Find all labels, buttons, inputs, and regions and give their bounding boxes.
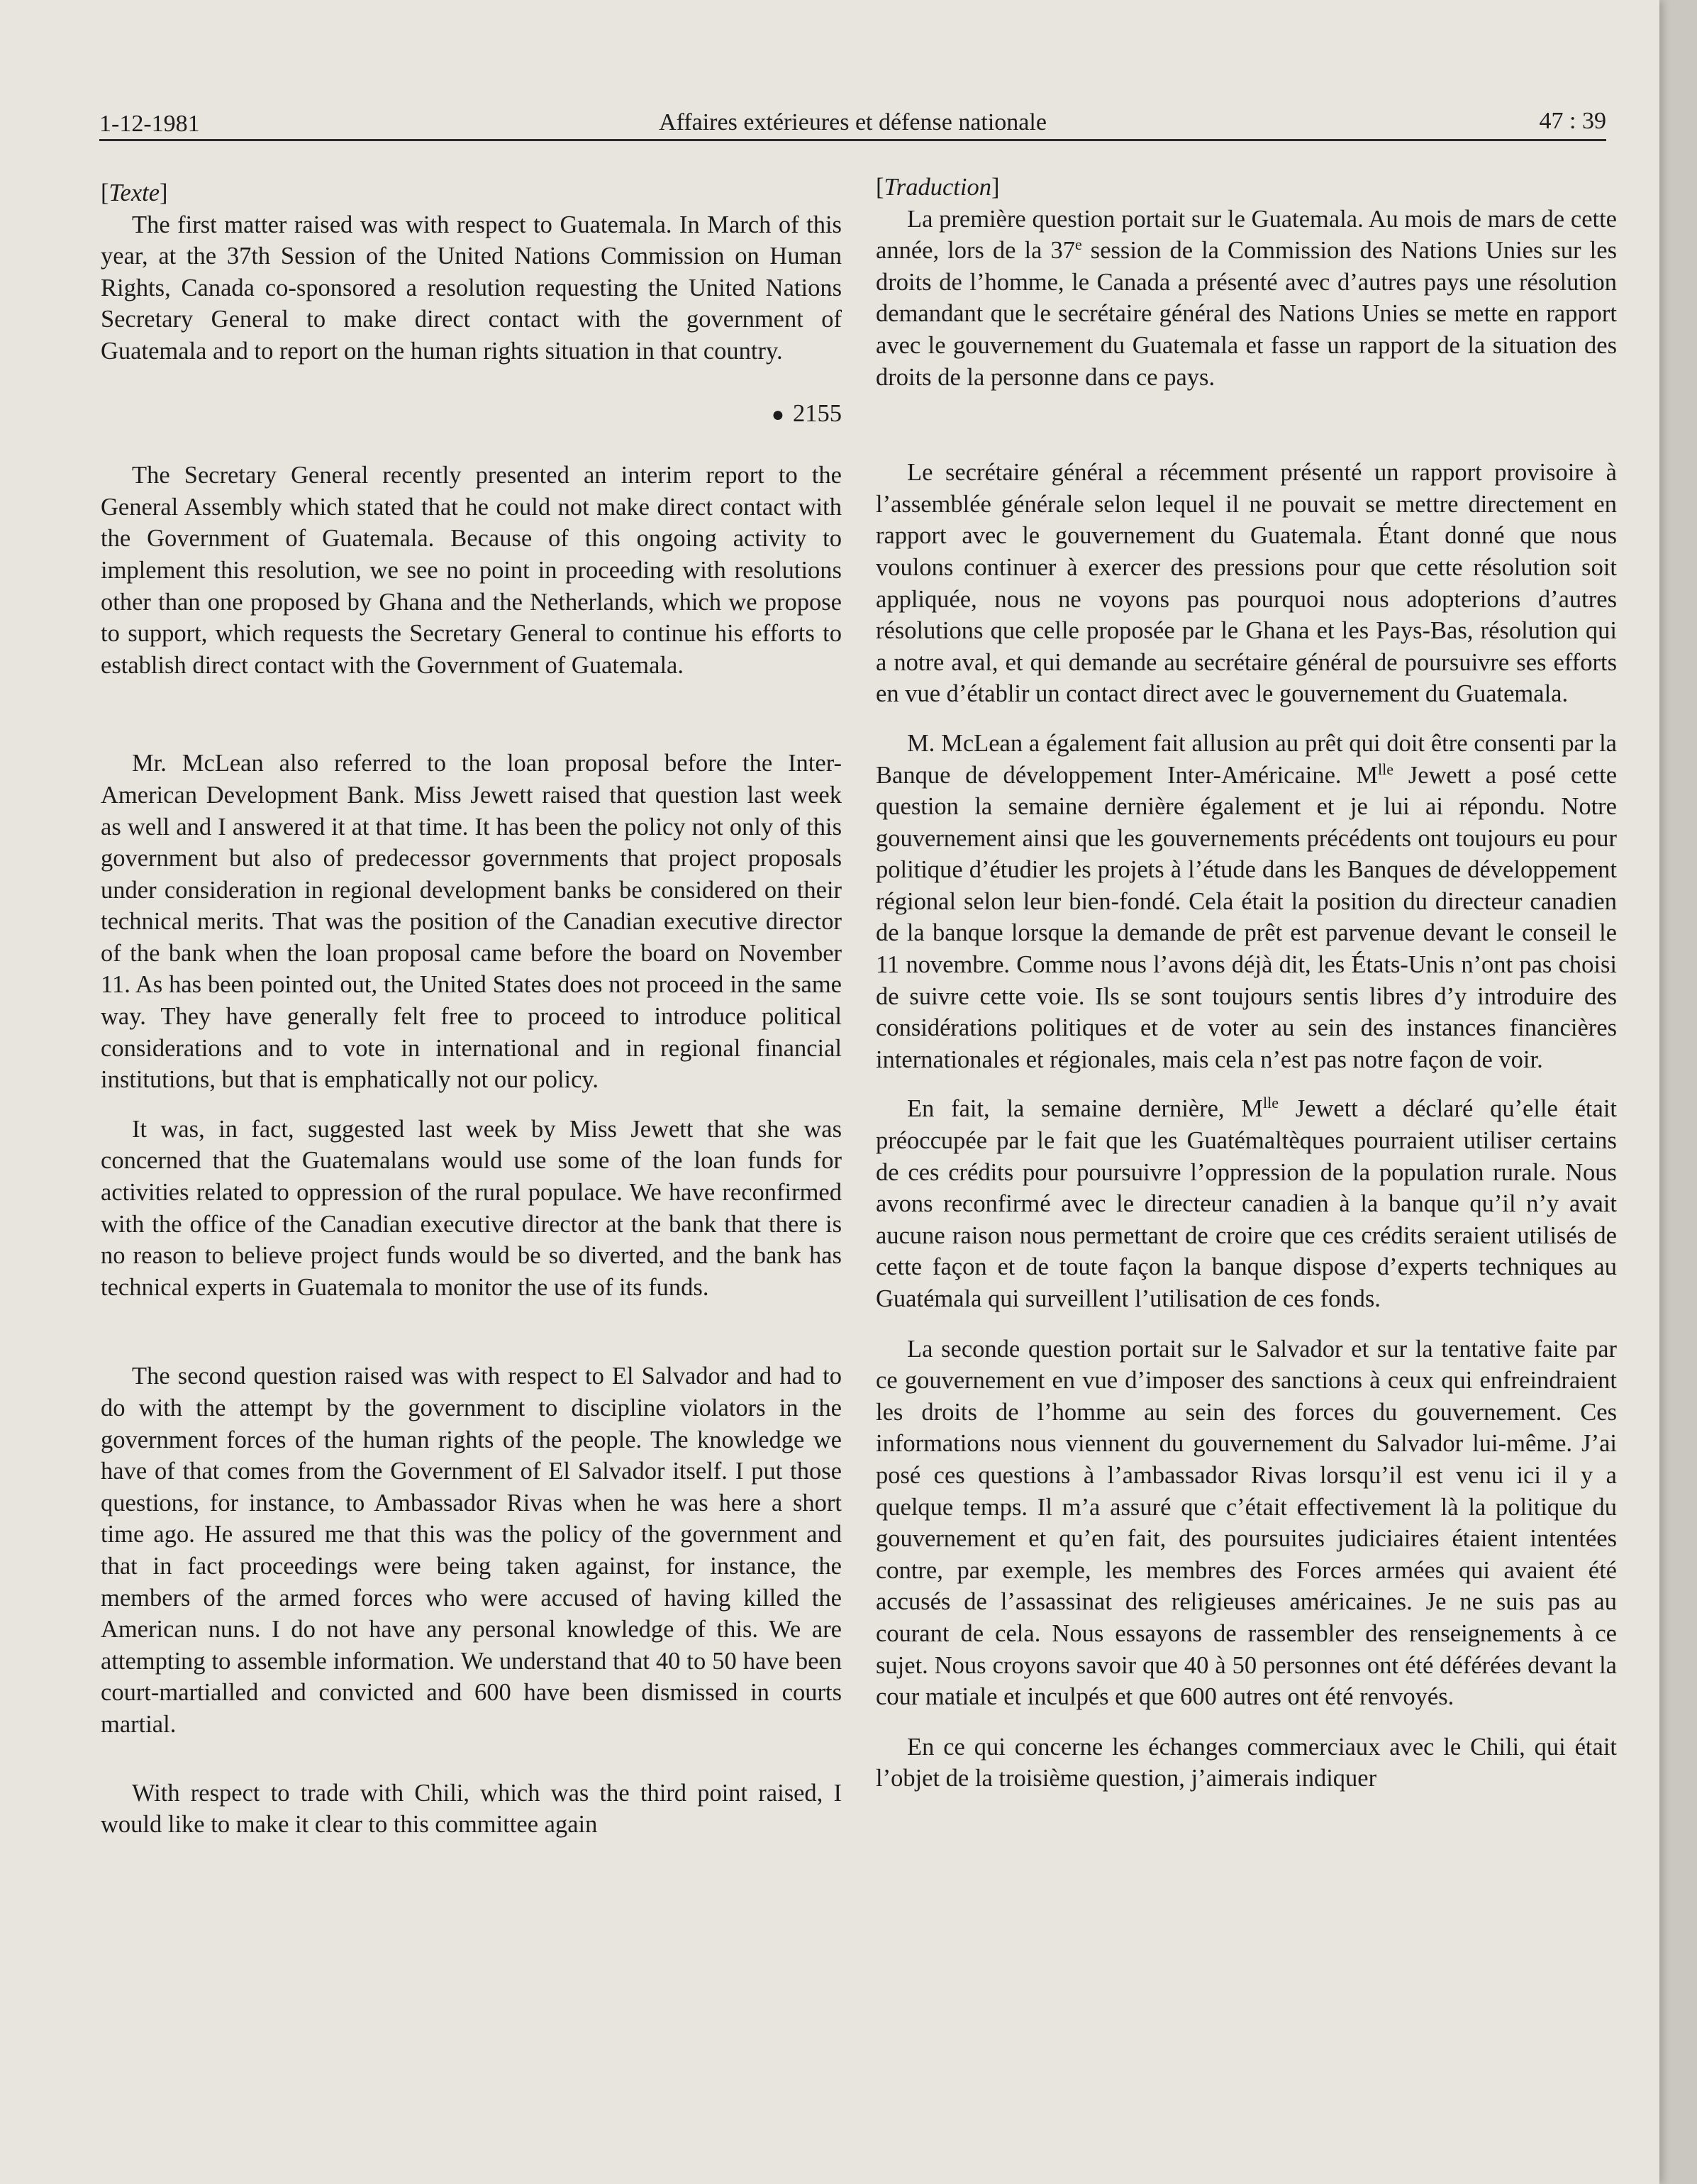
english-paragraph-2: The Secretary General recently presented an interim report to the General Assembly which stated that he could not make direct contact with the Government of Guatemala. Because of this ongoing activity to implement this resolution, we see no point in proceeding with resolutions other than one proposed by Ghana and the Netherlands, which we propose to support, which requests the Secretary General to continue his efforts to establish direct contact with the Government of Guatemala.	[101, 462, 842, 679]
french-paragraph-3: M. McLean a également fait allusion au prêt qui doit être consenti par la Banque de développement Inter-Américaine. $M^{lle}$ Jewett a posé cette question la semaine dernière également et je lui ai répondu. Notre gouvernement ainsi que les gouvernements précédents ont toujours eu pour politique d’étudier les projets à l’étude dans les Banques de développement régional selon leur bien-fondé. Cela était la position du directeur canadien de la banque lorsque la demande de prêt est parvenue devant le conseil le 11 novembre. Comme nous l’avons déjà dit, les États-Unis n’ont pas choisi de suivre cette voie. Ils se sont toujours sentis libres d’y introduire des considérations politiques et de voter au sein des instances financières internationales et régionales, mais cela n’est pas notre façon de voir.	[876, 729, 1618, 1073]
english-paragraph-5: The second question raised was with respect to El Salvador and had to do with the attempt by the government to discipline violators in the government forces of the human rights of the people. The knowledge we have of that comes from the Government of El Salvador itself. I put those questions, for instance, to Ambassador Rivas when he was here a short time ago. He assured me that this was the policy of the government and that in fact proceedings were being taken against, for instance, the members of the armed forces who were accused of having killed the American nuns. I do not have any personal knowledge of this. We are attempting to assemble information. We understand that 40 to 50 have been court-martialled and convicted and 600 have been dismissed in courts martial.	[101, 1363, 842, 1738]
english-label-text: Texte	[109, 179, 160, 206]
header-date: 1-12-1981	[99, 111, 200, 137]
french-column	[876, 172, 1617, 1795]
header-title: Affaires extérieures et défense nationale	[659, 109, 1047, 135]
french-paragraph-1: La première question portait sur le Guatemala. Au mois de mars de cette année, lors de la 37e session de la Commission des Nations Unies sur les droits de l’homme, le Canada a présenté avec d’autres pays une résolution demandant que le secrétaire général des Nations Unies se mette en rapport avec le gouvernement du Guatemala et fasse un rapport de la situation des droits de la personne dans ce pays.	[876, 205, 1617, 391]
french-label-text: Traduction	[884, 174, 991, 201]
english-label: [Texte]	[101, 179, 168, 206]
english-paragraph-1: The first matter raised was with respect to Guatemala. In March of this year, at the 37th Session of the United Nations Commission on Human Rights, Canada co-sponsored a resolution requesting the United Nations Secretary General to make direct contact with the government of Guatemala and to report on the human rights situation in that country.	[101, 211, 842, 365]
french-paragraph-6: En ce qui concerne les échanges commerciaux avec le Chili, qui était l’objet de la troisième question, j’aimerais indiquer	[876, 1733, 1617, 1792]
english-column	[101, 177, 842, 1841]
english-paragraph-3: Mr. McLean also referred to the loan proposal before the Inter-American Development Bank. Miss Jewett raised that question last week as well and I answered it at that time. It has been the policy not only of this government but also of predecessor governments that project proposals under consideration in regional development banks be considered on their technical merits. That was the position of the Canadian executive director of the bank when the loan proposal came before the board on November 11. As has been pointed out, the United States does not proceed in the same way. They have generally felt free to proceed to introduce political considerations and to vote in international and in regional financial institutions, but that is emphatically not our policy.	[101, 750, 842, 1094]
french-paragraph-5: La seconde question portait sur le Salvador et sur la tentative faite par ce gouvernement en vue d’imposer des sanctions à ceux qui enfreindraient les droits de l’homme au sein des forces du gouvernement. Ces informations nous viennent du gouvernement du Salvador lui-même. J’ai posé ces questions à l’ambassador Rivas lorsqu’il est venu ici il y a quelque temps. Il m’a assuré que c’était effectivement là la politique du gouvernement et qu’en fait, des poursuites judiciaires étaient intentées contre, par exemple, les membres des Forces armées qui avaient été accusés de l’assassinat des religieuses américaines. Je ne suis pas au courant de cela. Nous essayons de rassembler des renseignements à ce sujet. Nous croyons savoir que 40 à 50 personnes ont été déférées devant la cour matiale et inculpés et que 600 autres ont été renvoyés.	[876, 1335, 1617, 1711]
english-paragraph-4: It was, in fact, suggested last week by Miss Jewett that she was concerned that the Guatemalans would use some of the loan funds for activities related to oppression of the rural populace. We have reconfirmed with the office of the Canadian executive director at the bank that there is no reason to believe project funds would be so diverted, and the bank has technical experts in Guatemala to monitor the use of its funds.	[101, 1115, 842, 1301]
page-header	[99, 106, 1606, 141]
french-paragraph-4: En fait, la semaine dernière, $M^{lle}$ Jewett a déclaré qu’elle était préoccupée par le fait que les Guatémaltèques pourraient utiliser certains de ces crédits pour poursuivre l’oppression de la population rurale. Nous avons reconfirmé avec le directeur canadien à la banque qu’il n’y avait aucune raison nous permettant de croire que ces crédits seraient utilisés de cette façon et de toute façon la banque dispose d’experts techniques au Guatémala qui surveillent l’utilisation de ces fonds.	[876, 1094, 1617, 1312]
english-paragraph-6: With respect to trade with Chili, which was the third point raised, I would like to make it clear to this committee again	[101, 1779, 842, 1839]
french-label: [Traduction]	[876, 174, 1000, 201]
header-page-number: 47 : 39	[1539, 108, 1606, 134]
bullet-icon: ●	[771, 402, 784, 426]
time-marker	[101, 398, 842, 431]
french-paragraph-2: Le secrétaire général a récemment présenté un rapport provisoire à l’assemblée générale selon lequel il ne pouvait se mettre directement en rapport avec le gouvernement du Guatemala. Étant donné que nous voulons continuer à exercer des pressions pour que cette résolution soit appliquée, nous ne voyons pas pourquoi nous adopterions d’autres résolutions que celle proposée par le Ghana et les Pays-Bas, résolution qui a notre aval, et qui demande au secrétaire général de poursuivre ses efforts en vue d’établir un contact direct avec le gouvernement du Guatemala.	[876, 459, 1617, 708]
time-marker-text: 2155	[793, 399, 842, 427]
